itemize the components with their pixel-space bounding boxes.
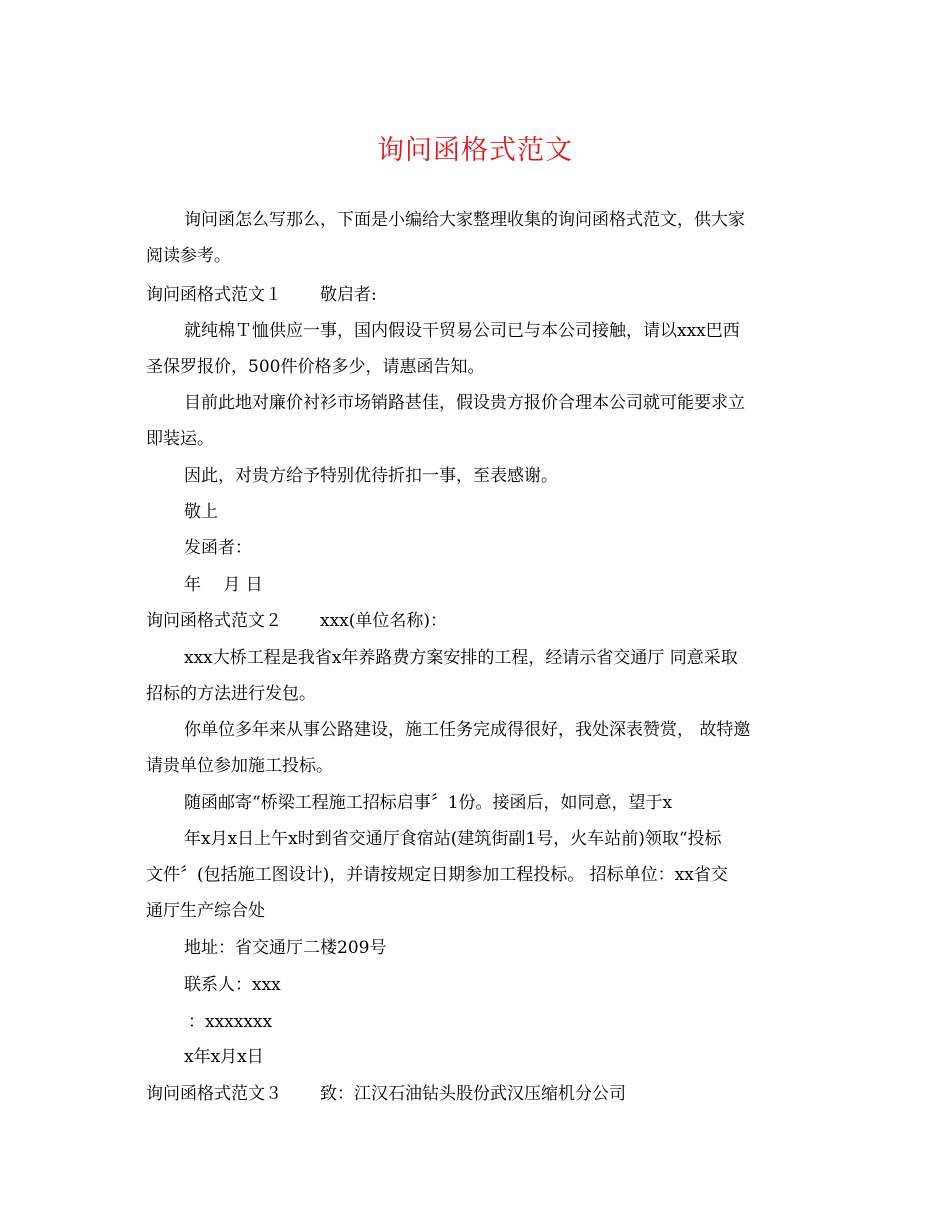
- sample1-heading: 询问函格式范文１: [146, 285, 282, 305]
- sample2-para1-line-2: 招标的方法进行发包。: [146, 684, 316, 704]
- sample2-phone: ：xxxxxxx: [188, 1012, 273, 1032]
- intro-line-1: 询问函怎么写那么，下面是小编给大家整理收集的询问函格式范文，供大家: [184, 210, 745, 230]
- sample1-para2-line-2: 即装运。: [146, 429, 214, 449]
- sample1-salutation: 敬启者:: [320, 285, 377, 305]
- sample1-sender: 发函者：: [184, 538, 252, 558]
- sample2-recipient: xxx(单位名称)：: [320, 611, 448, 631]
- intro-line-2: 阅读参考。: [146, 246, 231, 266]
- sample2-date: x年x月x日: [184, 1047, 264, 1067]
- sample1-para1-line-1: 就纯棉Ｔ恤供应一事，国内假设干贸易公司已与本公司接触，请以xxx巴西: [184, 321, 740, 341]
- sample2-para2-line-2: 请贵单位参加施工投标。: [146, 756, 333, 776]
- sample1-para2-line-1: 目前此地对廉价衬衫市场销路甚佳，假设贵方报价合理本公司就可能要求立: [184, 393, 745, 413]
- sample2-para4-line-3: 通厅生产综合处: [146, 901, 265, 921]
- sample2-heading-row: [146, 610, 447, 632]
- sample2-para3: 随函邮寄“桥梁工程施工招标启事〞1份。接函后，如同意，望于x: [184, 793, 673, 813]
- sample1-closing: 敬上: [184, 502, 218, 522]
- document-title: 询问函格式范文: [377, 135, 573, 166]
- sample3-heading: 询问函格式范文３: [146, 1084, 282, 1104]
- sample2-para1-line-1: xxx大桥工程是我省x年养路费方案安排的工程，经请示省交通厅 同意采取: [184, 648, 738, 668]
- sample2-para4-line-2: 文件〞(包括施工图设计)，并请按规定日期参加工程投标。 招标单位：xx省交: [146, 865, 728, 885]
- sample1-date: 年 月 日: [184, 575, 263, 595]
- sample2-address: 地址：省交通厅二楼209号: [184, 938, 387, 958]
- sample3-heading-row: [146, 1083, 626, 1105]
- sample2-contact: 联系人：xxx: [184, 975, 281, 995]
- sample2-para4-line-1: 年x月x日上午x时到省交通厅食宿站(建筑街副1号，火车站前)领取“投标: [184, 829, 722, 849]
- sample3-recipient: 致：江汉石油钻头股份武汉压缩机分公司: [320, 1084, 626, 1104]
- sample2-heading: 询问函格式范文２: [146, 611, 282, 631]
- sample1-para1-line-2: 圣保罗报价，500件价格多少，请惠函告知。: [146, 357, 485, 377]
- sample1-heading-row: [146, 284, 377, 306]
- sample1-para3: 因此，对贵方给予特别优待折扣一事，至表感谢。: [184, 466, 558, 486]
- sample2-para2-line-1: 你单位多年来从事公路建设，施工任务完成得很好，我处深表赞赏， 故特邀: [184, 720, 751, 740]
